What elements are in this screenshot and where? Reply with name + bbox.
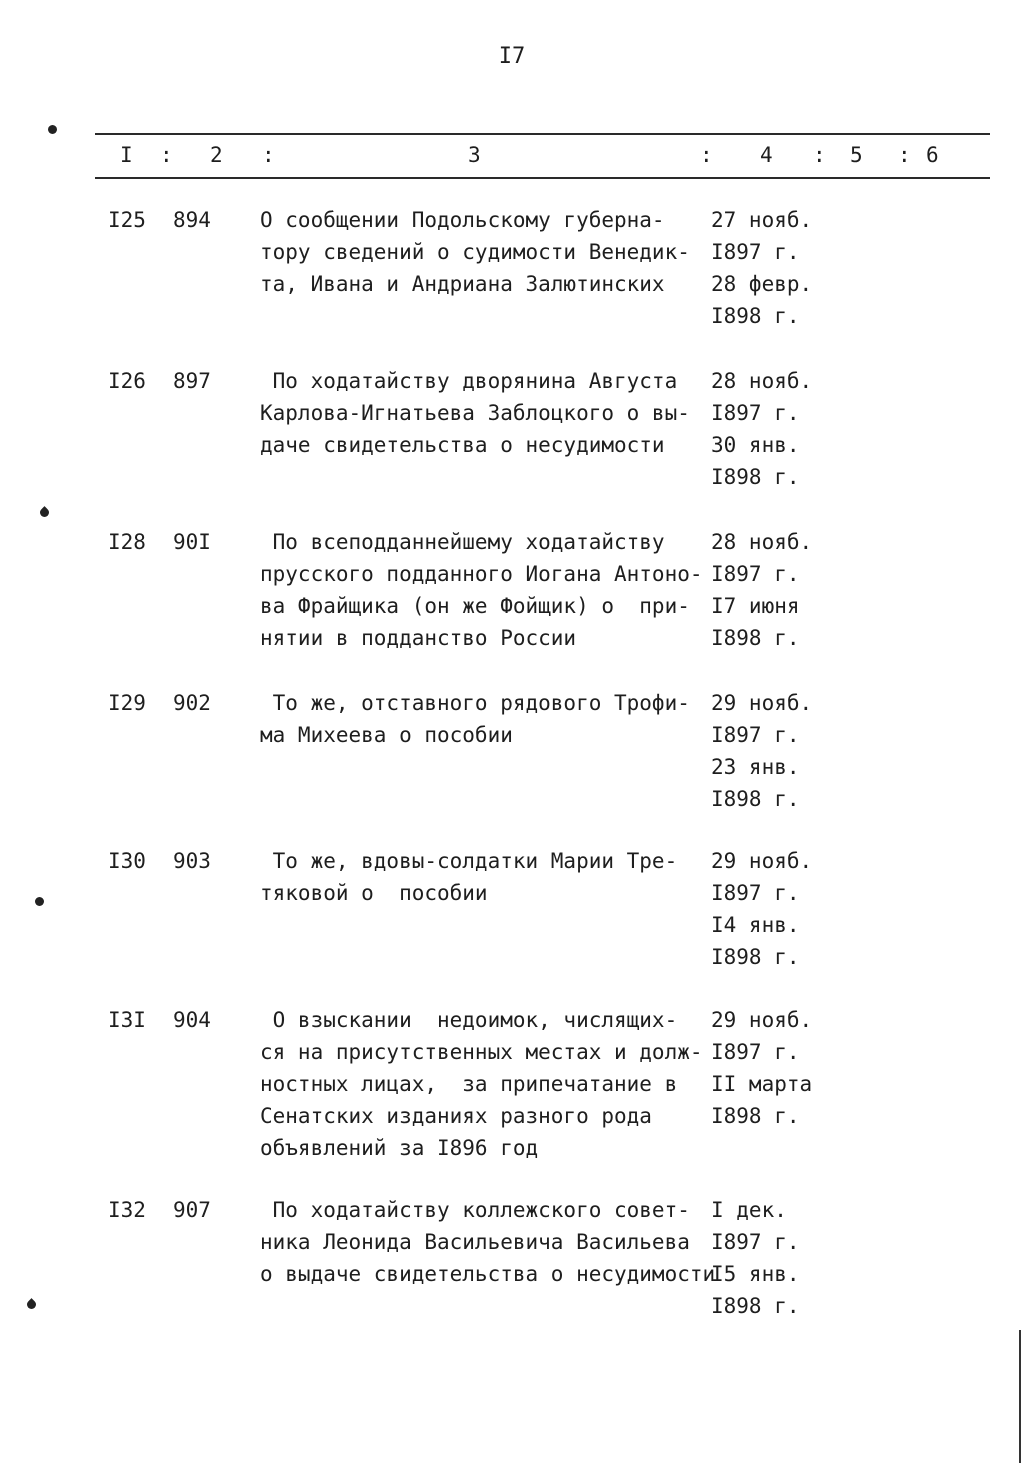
title-line: Сенатских изданиях разного рода (260, 1104, 652, 1128)
date-end-year: I898 г. (711, 945, 800, 969)
date-end: 23 янв. (711, 755, 800, 779)
title-line: объявлений за I896 год (260, 1136, 539, 1160)
header-col-1: I (120, 143, 133, 167)
file-number: 897 (173, 369, 211, 393)
entry-title (260, 845, 706, 909)
entry-number: I30 (108, 849, 146, 873)
date-start-year: I897 г. (711, 401, 800, 425)
title-line: ва Фрайщика (он же Фойщик) о при- (260, 594, 690, 618)
entry-number: I25 (108, 208, 146, 232)
title-line: О сообщении Подольскому губерна- (260, 208, 665, 232)
date-end-year: I898 г. (711, 626, 800, 650)
date-end-year: I898 г. (711, 787, 800, 811)
title-line: По всеподданнейшему ходатайству (260, 530, 665, 554)
entry-dates (711, 845, 831, 973)
date-start: 28 нояб. (711, 369, 813, 393)
title-line: То же, вдовы-солдатки Марии Тре- (260, 849, 678, 873)
header-col-2: 2 (210, 143, 223, 167)
file-number: 904 (173, 1008, 211, 1032)
entry-number: I26 (108, 369, 146, 393)
binding-hole-mark (46, 123, 59, 136)
title-line: та, Ивана и Андриана Залютинских (260, 272, 665, 296)
entry-dates (711, 1004, 831, 1132)
header-col-6: 6 (926, 143, 939, 167)
title-line: даче свидетельства о несудимости (260, 433, 665, 457)
file-number: 894 (173, 208, 211, 232)
entry-dates (711, 1194, 831, 1322)
entry-number: I32 (108, 1198, 146, 1222)
date-end-year: I898 г. (711, 1104, 800, 1128)
entry-dates (711, 204, 831, 332)
page-number: I7 (498, 44, 526, 69)
entry-number: I3I (108, 1008, 146, 1032)
entry-title (260, 1004, 706, 1164)
file-number: 902 (173, 691, 211, 715)
title-line: ся на присутственных местах и долж- (260, 1040, 703, 1064)
entry-dates (711, 687, 831, 815)
entry-number: I29 (108, 691, 146, 715)
date-end-year: I898 г. (711, 1294, 800, 1318)
date-start-year: I897 г. (711, 1230, 800, 1254)
date-start: 29 нояб. (711, 691, 813, 715)
entry-title (260, 526, 706, 654)
date-start-year: I897 г. (711, 1040, 800, 1064)
date-end: I4 янв. (711, 913, 800, 937)
date-end: I5 янв. (711, 1262, 800, 1286)
title-line: По ходатайству коллежского совет- (260, 1198, 690, 1222)
page-edge-line (1019, 1330, 1021, 1463)
binding-hole-mark (38, 506, 51, 519)
entry-dates (711, 365, 831, 493)
header-sep-5: : (898, 143, 911, 167)
date-start-year: I897 г. (711, 240, 800, 264)
entry-title (260, 687, 706, 751)
date-start-year: I897 г. (711, 562, 800, 586)
header-sep-1: : (160, 143, 173, 167)
entry-title (260, 365, 706, 461)
header-col-5: 5 (850, 143, 863, 167)
date-start: 27 нояб. (711, 208, 813, 232)
header-col-3: 3 (468, 143, 481, 167)
date-end: II марта (711, 1072, 813, 1096)
title-line: Карлова-Игнатьева Заблоцкого о вы- (260, 401, 690, 425)
entry-dates (711, 526, 831, 654)
title-line: То же, отставного рядового Трофи- (260, 691, 690, 715)
title-line: О взыскании недоимок, числящих- (260, 1008, 678, 1032)
entry-title (260, 204, 706, 300)
title-line: ностных лицах, за припечатание в (260, 1072, 678, 1096)
entry-title (260, 1194, 716, 1290)
date-start: 29 нояб. (711, 849, 813, 873)
date-start: 29 нояб. (711, 1008, 813, 1032)
date-start-year: I897 г. (711, 723, 800, 747)
date-end-year: I898 г. (711, 304, 800, 328)
date-end: 30 янв. (711, 433, 800, 457)
header-bottom-rule (95, 177, 990, 179)
binding-hole-mark (25, 1298, 38, 1311)
header-col-4: 4 (760, 143, 773, 167)
title-line: тору сведений о судимости Венедик- (260, 240, 690, 264)
binding-hole-mark (33, 895, 46, 908)
title-line: нятии в подданство России (260, 626, 577, 650)
date-start-year: I897 г. (711, 881, 800, 905)
date-start: I дек. (711, 1198, 787, 1222)
header-sep-2: : (262, 143, 275, 167)
title-line: По ходатайству дворянина Августа (260, 369, 678, 393)
header-top-rule (95, 133, 990, 135)
entry-number: I28 (108, 530, 146, 554)
header-sep-4: : (813, 143, 826, 167)
file-number: 90I (173, 530, 211, 554)
date-end-year: I898 г. (711, 465, 800, 489)
file-number: 907 (173, 1198, 211, 1222)
date-start: 28 нояб. (711, 530, 813, 554)
title-line: прусского подданного Иогана Антоно- (260, 562, 703, 586)
title-line: ника Леонида Васильевича Васильева (260, 1230, 690, 1254)
date-end: 28 февр. (711, 272, 813, 296)
title-line: ма Михеева о пособии (260, 723, 513, 747)
title-line: тяковой о пособии (260, 881, 488, 905)
file-number: 903 (173, 849, 211, 873)
header-sep-3: : (700, 143, 713, 167)
date-end: I7 июня (711, 594, 800, 618)
title-line: о выдаче свидетельства о несудимости (260, 1262, 716, 1286)
